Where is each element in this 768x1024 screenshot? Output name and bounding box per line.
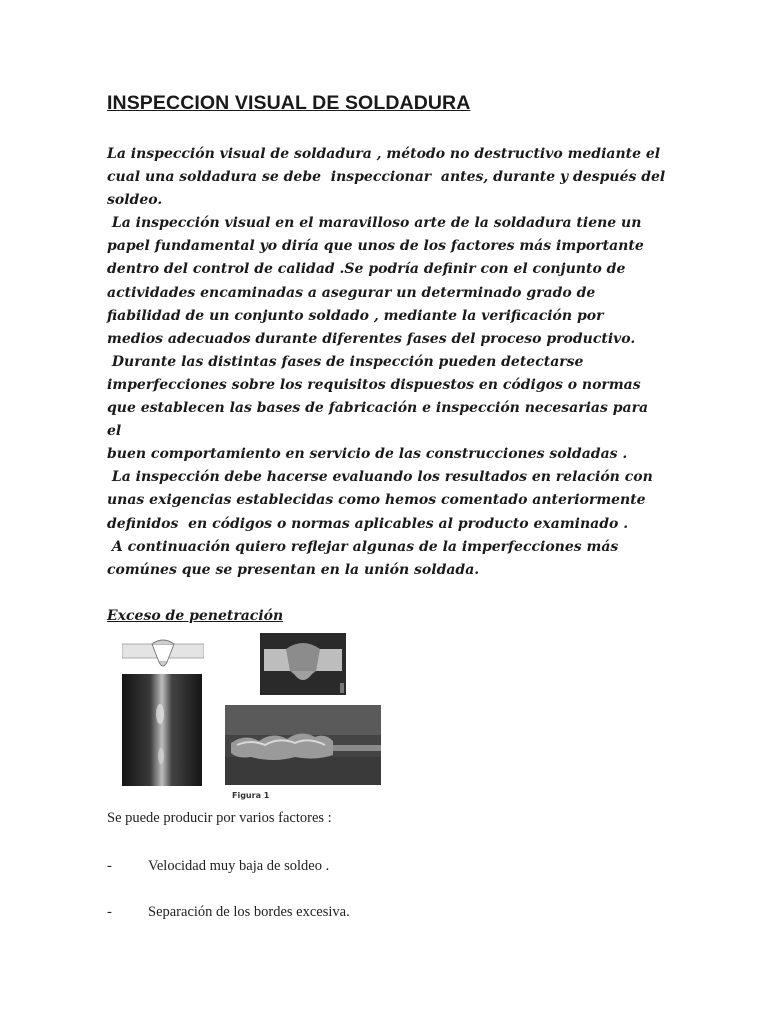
factor-1-marker: - [107, 858, 112, 874]
figure-caption: Figura 1 [232, 791, 270, 800]
document-title: INSPECCION VISUAL DE SOLDADURA [107, 92, 471, 114]
joint-diagram-image [122, 636, 204, 672]
radiograph-image [122, 674, 202, 786]
intro-text [107, 143, 667, 582]
paragraph-4: La inspección debe hacerse evaluando los resultados en relación con unas exigencias establecidas como hemos comentado anteriormente definidos en códigos o normas aplicables al producto examinado . [107, 469, 653, 532]
paragraph-3: Durante las distintas fases de inspección pueden detectarse imperfecciones sobre los requisitos dispuestos en códigos o normas que establecen las bases de fabricación e inspección necesarias para el buen comportamiento en servicio de las construcciones soldadas . [107, 353, 649, 463]
paragraph-1: La inspección visual de soldadura , método no destructivo mediante el cual una soldadura se debe inspeccionar antes, durante y después del soldeo. [107, 146, 666, 209]
section-heading: Exceso de penetración [107, 608, 284, 624]
macro-section-image [260, 633, 346, 695]
factors-intro: Se puede producir por varios factores : [107, 810, 332, 826]
factor-2-text: Separación de los bordes excesiva. [148, 904, 350, 920]
factor-2-marker: - [107, 904, 112, 920]
paragraph-2: La inspección visual en el maravilloso arte de la soldadura tiene un papel fundamental yo diría que unos de los factores más importante dentro del control de calidad .Se podría definir con el conjunto de actividades encaminadas a asegurar un determinado grado de fiabilidad de un conjunto soldado , mediante la verificación por medios adecuados durante diferentes fases del proceso productivo. [107, 215, 644, 347]
weld-bead-image [225, 705, 381, 785]
factor-1-text: Velocidad muy baja de soldeo . [148, 858, 330, 874]
paragraph-5: A continuación quiero reflejar algunas de la imperfecciones más comúnes que se presentan en la unión soldada. [107, 538, 619, 578]
